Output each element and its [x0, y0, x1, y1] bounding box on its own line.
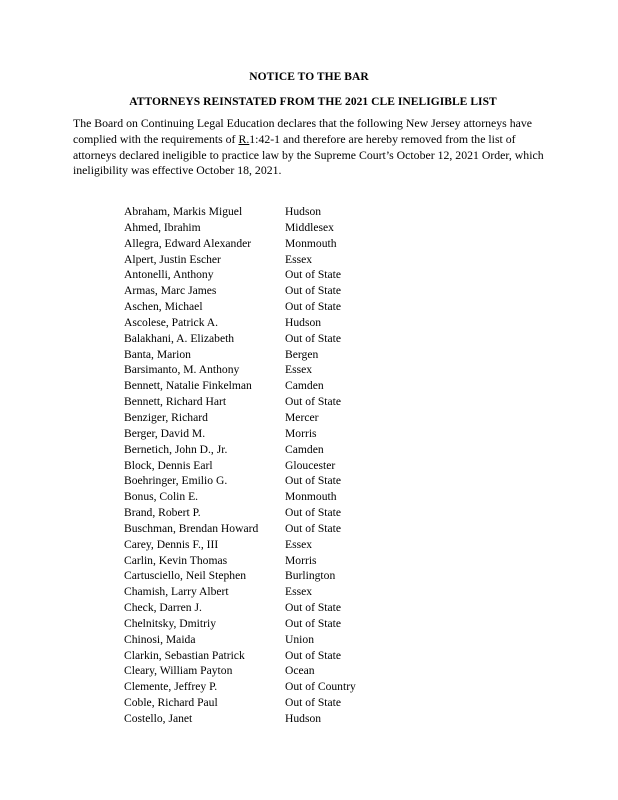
attorney-row — [124, 267, 444, 283]
attorney-county: Out of State — [285, 395, 342, 409]
attorney-list — [124, 204, 444, 727]
attorney-county: Out of State — [285, 648, 342, 662]
attorney-row — [124, 236, 444, 252]
attorney-county: Ocean — [285, 664, 315, 678]
attorney-county: Essex — [285, 585, 313, 599]
attorney-name: Chelnitsky, Dmitriy — [124, 616, 216, 630]
attorney-row — [124, 283, 444, 299]
attorney-name: Carlin, Kevin Thomas — [124, 553, 228, 567]
attorney-row — [124, 695, 444, 711]
attorney-name: Banta, Marion — [124, 347, 191, 361]
attorney-name: Chamish, Larry Albert — [124, 585, 229, 599]
attorney-name: Balakhani, A. Elizabeth — [124, 331, 235, 345]
attorney-row — [124, 600, 444, 616]
attorney-county: Union — [285, 632, 314, 646]
attorney-county: Morris — [285, 426, 317, 440]
attorney-county: Essex — [285, 363, 313, 377]
attorney-name: Barsimanto, M. Anthony — [124, 363, 240, 377]
attorney-row — [124, 347, 444, 363]
attorney-row — [124, 410, 444, 426]
attorney-name: Bennett, Natalie Finkelman — [124, 379, 252, 393]
attorney-name: Clarkin, Sebastian Patrick — [124, 648, 245, 662]
attorney-county: Out of State — [285, 268, 342, 282]
attorney-name: Cleary, William Payton — [124, 664, 233, 678]
attorney-row — [124, 315, 444, 331]
attorney-row — [124, 648, 444, 664]
rule-reference: R. — [238, 131, 250, 146]
attorney-row — [124, 426, 444, 442]
attorney-name: Chinosi, Maida — [124, 632, 196, 646]
attorney-name: Benziger, Richard — [124, 410, 208, 424]
intro-text-part2: 1:42-1 and therefore are hereby removed from the list of attorneys declared ineligible to practice law by the Supreme Court’s October 12, 2021 Order, which ineligibility was effective October 18, 2021. — [73, 131, 544, 178]
attorney-name: Ascolese, Patrick A. — [124, 315, 219, 329]
attorney-name: Berger, David M. — [124, 426, 206, 440]
attorney-name: Allegra, Edward Alexander — [124, 236, 252, 250]
attorney-county: Out of State — [285, 521, 342, 535]
attorney-row — [124, 711, 444, 727]
attorney-row — [124, 299, 444, 315]
intro-text-part1: The Board on Continuing Legal Education declares that the following New Jersey attorneys have complied with the requirements of — [73, 116, 532, 146]
attorney-name: Bennett, Richard Hart — [124, 395, 227, 409]
attorney-row — [124, 616, 444, 632]
attorney-row — [124, 204, 444, 220]
attorney-county: Essex — [285, 537, 313, 551]
attorney-county: Out of State — [285, 284, 342, 298]
attorney-name: Antonelli, Anthony — [124, 268, 214, 282]
attorney-name: Abraham, Markis Miguel — [124, 205, 243, 218]
attorney-county: Morris — [285, 553, 317, 567]
attorney-name: Bernetich, John D., Jr. — [124, 442, 228, 456]
attorney-county: Out of State — [285, 474, 342, 488]
attorney-row — [124, 568, 444, 584]
attorney-name: Boehringer, Emilio G. — [124, 474, 228, 488]
attorney-county: Burlington — [285, 569, 336, 583]
notice-title: NOTICE TO THE BAR — [249, 71, 369, 83]
attorney-row — [124, 331, 444, 347]
attorney-row — [124, 362, 444, 378]
attorney-county: Monmouth — [285, 236, 337, 250]
attorney-county: Out of State — [285, 601, 342, 615]
attorney-county: Mercer — [285, 410, 319, 424]
attorney-county: Out of State — [285, 506, 342, 520]
attorney-name: Block, Dennis Earl — [124, 458, 213, 472]
attorney-row — [124, 553, 444, 569]
attorney-name: Armas, Marc James — [124, 284, 217, 298]
notice-subtitle: ATTORNEYS REINSTATED FROM THE 2021 CLE INELIGIBLE LIST — [129, 96, 497, 108]
attorney-row — [124, 679, 444, 695]
attorney-row — [124, 473, 444, 489]
attorney-county: Out of State — [285, 696, 342, 710]
attorney-county: Camden — [285, 379, 324, 393]
attorney-county: Out of State — [285, 300, 342, 314]
attorney-county: Gloucester — [285, 458, 336, 472]
attorney-county: Bergen — [285, 347, 319, 361]
attorney-row — [124, 584, 444, 600]
attorney-row — [124, 489, 444, 505]
attorney-row — [124, 632, 444, 648]
attorney-name: Coble, Richard Paul — [124, 696, 218, 710]
attorney-county: Hudson — [285, 315, 322, 329]
attorney-name: Carey, Dennis F., III — [124, 537, 219, 551]
attorney-row — [124, 458, 444, 474]
attorney-county: Monmouth — [285, 490, 337, 504]
attorney-county: Camden — [285, 442, 324, 456]
attorney-county: Out of Country — [285, 680, 356, 694]
attorney-row — [124, 442, 444, 458]
attorney-county: Out of State — [285, 331, 342, 345]
attorney-row — [124, 378, 444, 394]
attorney-county: Hudson — [285, 712, 322, 725]
attorney-name: Bonus, Colin E. — [124, 490, 199, 504]
attorney-name: Costello, Janet — [124, 712, 193, 725]
attorney-row — [124, 663, 444, 679]
attorney-row — [124, 505, 444, 521]
attorney-name: Ahmed, Ibrahim — [124, 220, 201, 234]
attorney-county: Essex — [285, 252, 313, 266]
intro-paragraph — [73, 116, 555, 179]
attorney-name: Brand, Robert P. — [124, 506, 201, 520]
attorney-name: Clemente, Jeffrey P. — [124, 680, 218, 694]
attorney-row — [124, 537, 444, 553]
attorney-name: Alpert, Justin Escher — [124, 252, 221, 266]
attorney-name: Cartusciello, Neil Stephen — [124, 569, 247, 583]
attorney-name: Check, Darren J. — [124, 601, 202, 615]
attorney-row — [124, 521, 444, 537]
attorney-row — [124, 220, 444, 236]
attorney-county: Middlesex — [285, 220, 334, 234]
attorney-row — [124, 394, 444, 410]
attorney-county: Hudson — [285, 205, 322, 218]
attorney-county: Out of State — [285, 616, 342, 630]
attorney-name: Buschman, Brendan Howard — [124, 521, 259, 535]
attorney-row — [124, 252, 444, 268]
attorney-name: Aschen, Michael — [124, 300, 203, 314]
